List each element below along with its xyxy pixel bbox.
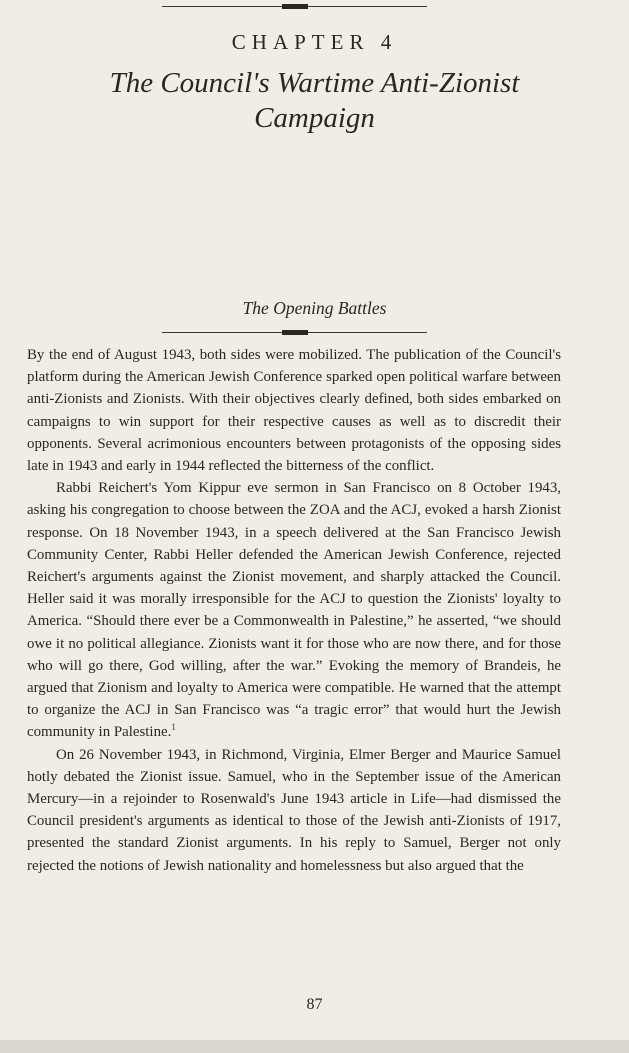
chapter-title [60, 66, 569, 136]
page-number: 87 [306, 996, 323, 1013]
paragraph-1: By the end of August 1943, both sides were mobilized. The publication of the Council's platform during the American Jewish Conference sparked open political warfare between anti-Zionists and Zionists. With their objectives clearly defined, both sides embarked on campaigns to win support for their respective causes as well as to discredit their opponents. Several acrimonious encounters between protagonists of the opposing sides late in 1943 and early in 1944 reflected the bitterness of the conflict. [27, 347, 561, 475]
chapter-title-line-2: Campaign [254, 102, 375, 134]
section-title: The Opening Battles [242, 298, 387, 318]
paragraph-3: On 26 November 1943, in Richmond, Virginia, Elmer Berger and Maurice Samuel hotly debated the Zionist issue. Samuel, who in the September issue of the American Mercury—in a rejoinder to Rosenwald's June 1943 article in Life—had dismissed the Council president's arguments as identical to those of the Jewish anti-Zionists of 1917, presented the standard Zionist arguments. In his reply to Samuel, Berger not only rejected the notions of Jewish nationality and homelessness but also argued that the [27, 746, 561, 874]
body-text [27, 344, 561, 877]
paragraph-2 [27, 477, 561, 743]
chapter-label: CHAPTER 4 [231, 30, 398, 54]
page-bottom-shadow [0, 1040, 629, 1053]
paragraph-2-text: Rabbi Reichert's Yom Kippur eve sermon in San Francisco on 8 October 1943, asking his congregation to choose between the ZOA and the ACJ, evoked a harsh Zionist response. On 18 November 1943, in a speech delivered at the San Francisco Jewish Community Center, Rabbi Heller defended the American Jewish Conference, rejected Reichert's arguments against the Zionist movement, and sharply attacked the Council. Heller said it was morally irresponsible for the ACJ to question the Zionists' loyalty to America. “Should there ever be a Commonwealth in Palestine,” he asserted, “we should owe it no political allegiance. Zionists want it for those who are now there, and for those who will go there, God willing, after the war.” Evoking the memory of Brandeis, he argued that Zionism and loyalty to America were compatible. He warned that the attempt to organize the ACJ in San Francisco was “a tragic error” that would hurt the Jewish community in Palestine. [27, 480, 561, 741]
section-ornament-rule [162, 332, 427, 333]
footnote-marker: 1 [171, 722, 176, 733]
chapter-title-line-1: The Council's Wartime Anti-Zionist [109, 67, 520, 99]
top-ornament-rule [162, 6, 427, 7]
